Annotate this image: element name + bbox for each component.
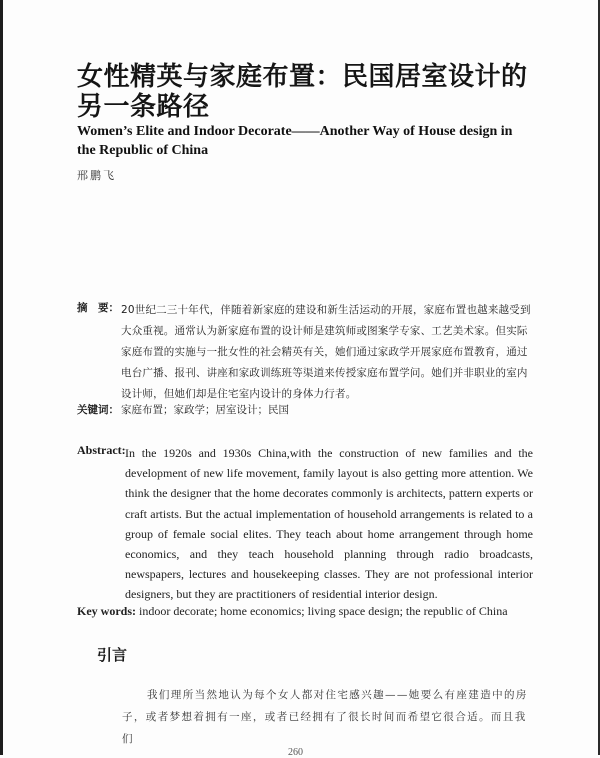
english-abstract-text: In the 1920s and 1930s China,with the construction of new families and the development of new life movement, family layout is also getting more attention. We think the designer that the home decorates commonly is architects, pattern experts or craft artists. But the actual implementation of household arrangements is related to a group of female social elites. They teach about home arrangement through home economics, and they teach household planning through radio broadcasts, newspapers, lectures and housekeeping classes. They are not professional interior designers, but they are practitioners of residential interior design. (125, 446, 533, 602)
chinese-title: 女性精英与家庭布置：民国居室设计的另一条路径 (77, 62, 528, 122)
introduction-paragraph: 我们理所当然地认为每个女人都对住宅感兴趣——她要么有座建造中的房子，或者梦想着拥有一座，或者已经拥有了很长时间而希望它很合适。而且我们 (122, 689, 528, 745)
chinese-keywords-text: 家庭布置；家政学；居室设计；民国 (121, 404, 289, 416)
page-edge-left (0, 0, 3, 755)
english-keywords-label: Key words: (77, 604, 136, 618)
english-keywords (77, 604, 537, 619)
english-keywords-text: indoor decorate; home economics; living space design; the republic of China (139, 604, 508, 618)
author-name: 邢鹏飞 (77, 169, 116, 182)
chinese-keywords-label: 关键词： (77, 404, 119, 416)
english-title: Women’s Elite and Indoor Decorate——Another Way of House design in the Republic of China (77, 124, 513, 158)
english-abstract-label: Abstract: (77, 443, 126, 457)
chinese-abstract-text: 20世纪二三十年代，伴随着新家庭的建设和新生活运动的开展，家庭布置也越来越受到大众重视。通常认为新家庭布置的设计师是建筑师或图案学专家、工艺美术家。但实际家庭布置的实施与一批女性的社会精英有关，她们通过家政学开展家庭布置教育，通过电台广播、报刊、讲座和家政训练班等渠道来传授家庭布置学问。她们并非职业的室内设计师，但她们却是住宅室内设计的身体力行者。 (121, 304, 531, 400)
section-heading-introduction: 引言 (97, 646, 128, 664)
page-number: 260 (288, 747, 303, 758)
chinese-abstract-label: 摘 要： (77, 302, 119, 314)
